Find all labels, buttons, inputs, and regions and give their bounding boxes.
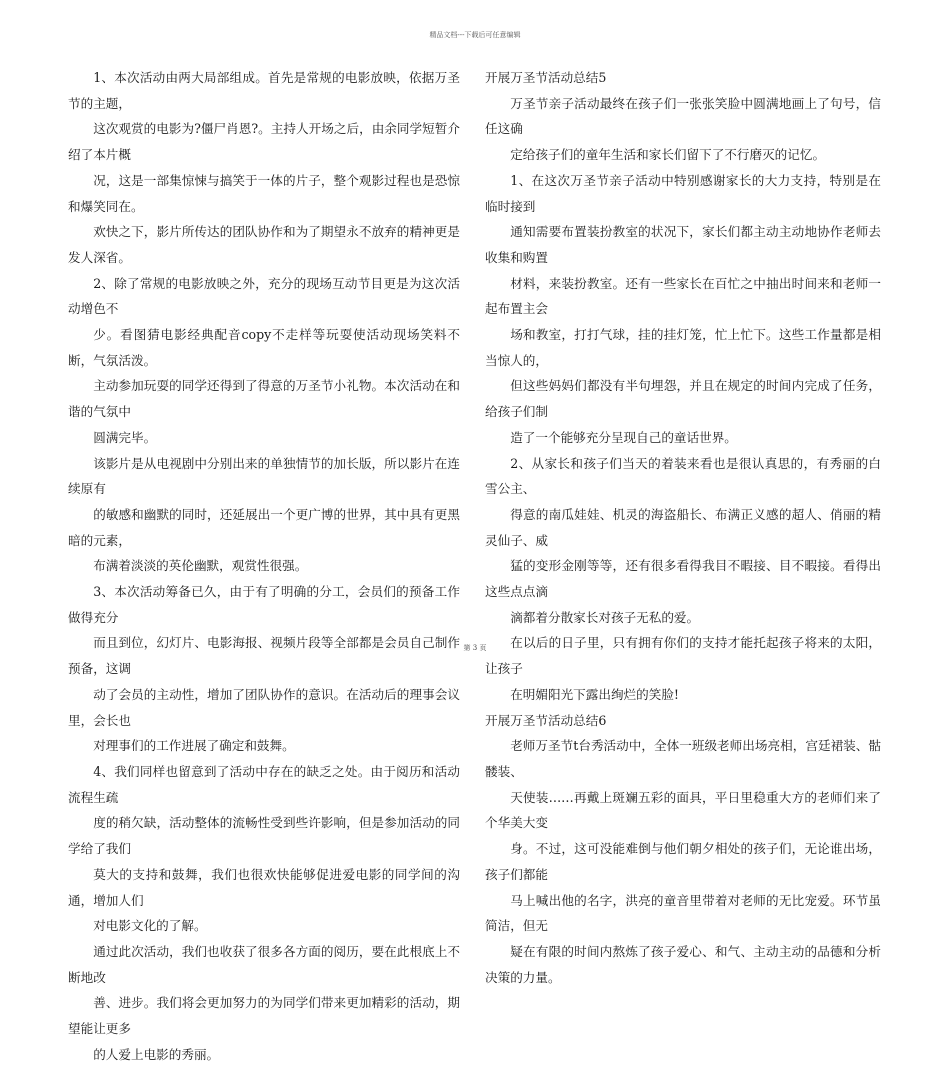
text-line: 圆满完毕。 xyxy=(93,429,157,445)
paragraph xyxy=(68,759,460,939)
text-line: 的人爱上电影的秀丽。 xyxy=(93,1046,220,1062)
paragraph xyxy=(68,451,460,580)
text-line: 而且到位，幻灯片、电影海报、视频片段等全部都是会员自己制作预备，这调 xyxy=(68,635,460,677)
text-line: 万圣节亲子活动最终在孩子们一张张笑脸中圆满地画上了句号，信任这确 xyxy=(485,95,881,137)
text-line: 身。不过，这可没能难倒与他们朝夕相处的孩子们，无论谁出场，孩子们都能 xyxy=(485,841,881,882)
text-line: 2、除了常规的电影放映之外，充分的现场互动节目更是为这次活动增色不 xyxy=(68,275,460,317)
right-column xyxy=(485,65,881,990)
text-line: 对电影文化的了解。 xyxy=(93,918,207,934)
text-line: 疑在有限的时间内熬炼了孩子爱心、和气、主动主动的品德和分析决策的力量。 xyxy=(485,943,881,985)
paragraph xyxy=(68,579,460,759)
text-line: 场和教室，打打气球，挂的挂灯笼，忙上忙下。这些工作量都是相当惊人的， xyxy=(485,327,881,368)
text-line: 莫大的支持和鼓舞，我们也很欢快能够促进爱电影的同学间的沟通，增加人们 xyxy=(68,866,460,908)
text-line: 定给孩子们的童年生活和家长们留下了不行磨灭的记忆。 xyxy=(510,147,826,163)
text-line: 对理事们的工作进展了确定和鼓舞。 xyxy=(93,738,295,754)
text-line: 1、本次活动由两大局部组成。首先是常规的电影放映，依据万圣节的主题， xyxy=(68,70,460,111)
page-number: 第 3 页 xyxy=(463,644,487,652)
text-line: 老师万圣节t台秀活动中，全体一班级老师出场亮相，宫廷裙装、骷髅装、 xyxy=(485,738,881,779)
text-line: 滴都着分散家长对孩子无私的爱。 xyxy=(510,609,700,625)
text-line: 这次观赏的电影为?僵尸肖恩?。主持人开场之后，由余同学短暂介绍了本片概 xyxy=(68,121,460,163)
text-line: 该影片是从电视剧中分别出来的单独情节的加长版，所以影片在连续原有 xyxy=(68,455,460,497)
text-line: 度的稍欠缺，活动整体的流畅性受到些许影响，但是参加活动的同学给了我们 xyxy=(68,815,460,857)
text-line: 的敏感和幽默的同时，还延展出一个更广博的世界，其中具有更黑暗的元素， xyxy=(68,506,460,548)
text-line: 2、从家长和孩子们当天的着装来看也是很认真思的，有秀丽的白雪公主、 xyxy=(485,455,881,497)
text-line: 4、我们同样也留意到了活动中存在的缺乏之处。由于阅历和活动流程生疏 xyxy=(68,763,460,805)
text-line: 造了一个能够充分呈现自己的童话世界。 xyxy=(510,429,737,445)
text-line: 布满着淡淡的英伦幽默，观赏性很强。 xyxy=(93,558,308,574)
paragraph xyxy=(68,271,460,451)
paragraph xyxy=(485,168,881,451)
text-line: 开展万圣节活动总结5 xyxy=(485,70,607,85)
paragraph xyxy=(68,65,460,271)
text-line: 猛的变形金刚等等，还有很多看得我目不暇接、目不暇接。看得出这些点点滴 xyxy=(485,558,881,600)
text-line: 但这些妈妈们都没有半句埋怨，并且在规定的时间内完成了任务，给孩子们制 xyxy=(485,378,881,420)
text-line: 在明媚阳光下露出绚烂的笑脸! xyxy=(510,686,679,702)
text-line: 在以后的日子里，只有拥有你们的支持才能托起孩子将来的太阳，让孩子 xyxy=(485,635,881,677)
paragraph xyxy=(485,733,881,990)
paragraph xyxy=(485,91,881,168)
section-heading xyxy=(485,708,881,734)
section-heading xyxy=(485,65,881,91)
text-line: 材料，来装扮教室。还有一些家长在百忙之中抽出时间来和老师一起布置主会 xyxy=(485,275,881,317)
text-line: 3、本次活动筹备已久，由于有了明确的分工，会员们的预备工作做得充分 xyxy=(68,584,460,625)
text-line: 欢快之下，影片所传达的团队协作和为了期望永不放弃的精神更是发人深省。 xyxy=(68,224,460,265)
left-column xyxy=(68,65,460,1067)
text-line: 通过此次活动，我们也收获了很多各方面的阅历，要在此根底上不断地改 xyxy=(68,943,460,985)
text-line: 主动参加玩耍的同学还得到了得意的万圣节小礼物。本次活动在和谐的气氛中 xyxy=(68,378,460,420)
text-line: 善、进步。我们将会更加努力的为同学们带来更加精彩的活动，期望能让更多 xyxy=(68,995,460,1037)
text-line: 马上喊出他的名字，洪亮的童音里带着对老师的无比宠爱。环节虽简洁，但无 xyxy=(485,892,881,934)
text-line: 天使装……再戴上斑斓五彩的面具，平日里稳重大方的老师们来了个华美大变 xyxy=(485,789,881,831)
text-line: 开展万圣节活动总结6 xyxy=(485,712,607,728)
paragraph xyxy=(68,939,460,1067)
paragraph xyxy=(485,451,881,631)
text-line: 少。看图猜电影经典配音copy不走样等玩耍使活动现场笑料不断，气氛活泼。 xyxy=(68,327,460,368)
text-line: 况，这是一部集惊悚与搞笑于一体的片子，整个观影过程也是恐惊和爆笑同在。 xyxy=(68,172,460,214)
page-header: 精品文档---下载后可任意编辑 xyxy=(429,31,521,39)
text-line: 1、在这次万圣节亲子活动中特别感谢家长的大力支持，特别是在临时接到 xyxy=(485,172,881,214)
text-line: 动了会员的主动性，增加了团队协作的意识。在活动后的理事会议里，会长也 xyxy=(68,686,460,728)
text-line: 通知需要布置装扮教室的状况下，家长们都主动主动地协作老师去收集和购置 xyxy=(485,224,881,265)
text-line: 得意的南瓜娃娃、机灵的海盗船长、布满正义感的超人、俏丽的精灵仙子、威 xyxy=(485,506,881,548)
